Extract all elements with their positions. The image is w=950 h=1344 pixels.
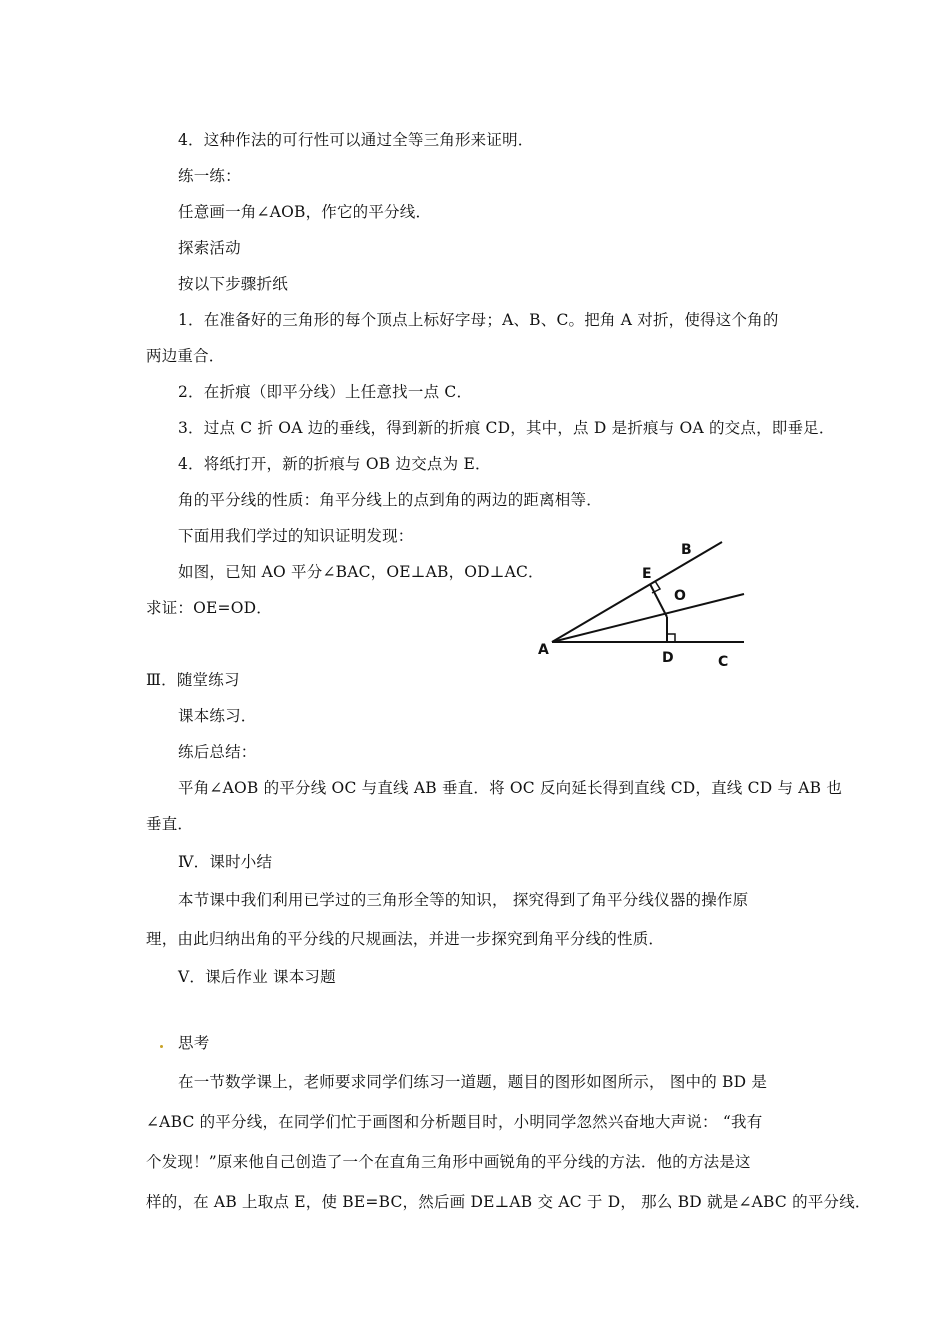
paragraph-step-1: 1．在准备好的三角形的每个顶点上标好字母；A、B、C。把角 A 对折，使得这个角的: [178, 311, 779, 329]
paragraph-lesson-summary: 本节课中我们利用已学过的三角形全等的知识， 探究得到了角平分线仪器的操作原: [178, 891, 749, 909]
right-angle-mark-d: [667, 634, 675, 642]
paragraph-step-1-cont: 两边重合．: [146, 347, 225, 365]
label-d: D: [662, 650, 674, 666]
paragraph-summary-heading: 练后总结：: [178, 743, 257, 761]
paragraph-bisector-property: 角的平分线的性质：角平分线上的点到角的两边的距离相等．: [178, 491, 602, 509]
label-o: O: [674, 588, 686, 604]
paragraph-step-4: 4．将纸打开，新的折痕与 OB 边交点为 E．: [178, 455, 491, 473]
paragraph-given: 如图，已知 AO 平分∠BAC，OE⊥AB，OD⊥AC．: [178, 563, 544, 581]
paragraph-step-3: 3．过点 C 折 OA 边的垂线，得到新的折痕 CD，其中，点 D 是折痕与 OA 的交点，即垂足．: [178, 419, 835, 437]
paragraph-practice-task: 任意画一角∠AOB，作它的平分线．: [178, 203, 432, 221]
paragraph-textbook-practice: 课本练习．: [178, 707, 257, 725]
angle-bisector-figure: [530, 530, 760, 680]
section-iv-heading: Ⅳ．课时小结: [178, 853, 273, 871]
paragraph-think-2: ∠ABC 的平分线，在同学们忙于画图和分析题目时，小明同学忽然兴奋地大声说： “我有: [146, 1113, 763, 1131]
paragraph-step-2: 2．在折痕（即平分线）上任意找一点 C．: [178, 383, 473, 401]
label-c: C: [718, 654, 729, 670]
bullet-mark: [160, 1045, 163, 1048]
paragraph-fold-steps: 按以下步骤折纸: [178, 275, 288, 293]
paragraph-proof-intro: 下面用我们学过的知识证明发现：: [178, 527, 414, 545]
paragraph-think-1: 在一节数学课上，老师要求同学们练习一道题，题目的图形如图所示， 图中的 BD 是: [178, 1073, 768, 1091]
section-iii-heading: Ⅲ．随堂练习: [146, 671, 240, 689]
paragraph-feasibility: 4．这种作法的可行性可以通过全等三角形来证明．: [178, 131, 534, 149]
section-v-heading: Ⅴ．课后作业 课本习题: [178, 968, 336, 986]
paragraph-prove: 求证：OE=OD．: [146, 599, 272, 617]
label-e: E: [642, 566, 652, 582]
label-b: B: [681, 542, 692, 558]
ray-ab: [552, 542, 722, 642]
paragraph-practice-heading: 练一练：: [178, 167, 241, 185]
paragraph-explore-heading: 探索活动: [178, 239, 241, 257]
ray-ao: [552, 594, 744, 642]
paragraph-think-heading: 思考: [178, 1034, 210, 1052]
label-a: A: [538, 642, 549, 658]
paragraph-straight-angle-cont: 垂直．: [146, 815, 194, 833]
paragraph-straight-angle: 平角∠AOB 的平分线 OC 与直线 AB 垂直．将 OC 反向延长得到直线 CD，直线 CD 与 AB 也: [178, 779, 843, 797]
paragraph-lesson-summary-cont: 理，由此归纳出角的平分线的尺规画法，并进一步探究到角平分线的性质．: [146, 930, 665, 948]
paragraph-think-4: 样的，在 AB 上取点 E，使 BE=BC，然后画 DE⊥AB 交 AC 于 D， 那么 BD 就是∠ABC 的平分线．: [146, 1193, 871, 1211]
paragraph-think-3: 个发现！”原来他自己创造了一个在直角三角形中画锐角的平分线的方法．他的方法是这: [146, 1153, 751, 1171]
